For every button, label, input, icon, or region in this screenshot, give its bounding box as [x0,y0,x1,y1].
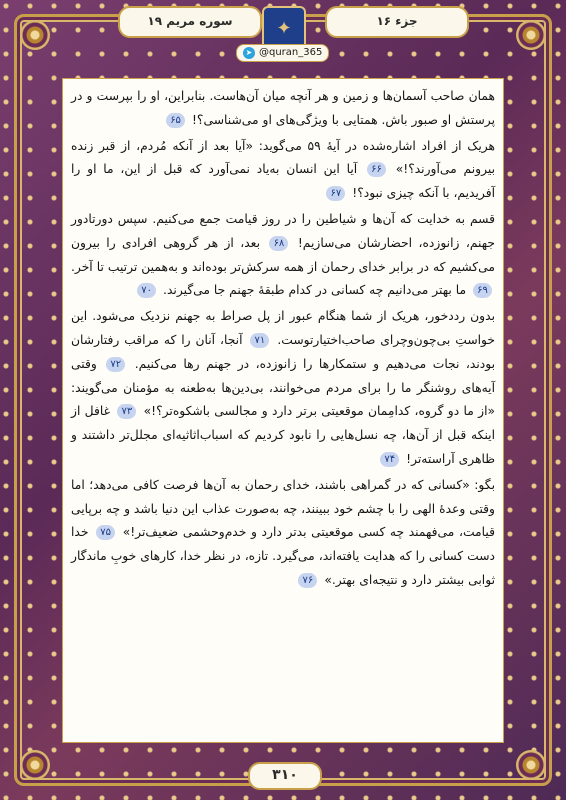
verse-number-badge: ۷۲ [106,357,125,372]
ornament-corner-icon [516,20,546,50]
verse-number-badge: ۷۰ [137,283,156,298]
ornament-corner-icon [20,20,50,50]
verse-paragraph [71,474,495,593]
verse-text: همان صاحب آسمان‌ها و زمین و هر آنچه میان آن‌هاست. بنابراین، او را بپرست و در پرستش او صبور باش. همتایی با ویژگی‌های او می‌شناسی؟! [71,89,495,127]
social-handle-text: @quran_365 [259,47,323,58]
juz-label: جزء ۱۶ [325,6,469,38]
verse-number-badge: ۶۶ [367,162,386,177]
verse-number-badge: ۷۴ [380,452,399,467]
verse-number-badge: ۶۹ [473,283,492,298]
verse-text: آنجا، آنان را که مراقب رفتارشان بودند، نجات می‌دهیم و ستمکارها را زانوزده، در جهنم رها می‌کنیم. [71,332,495,371]
verse-number-badge: ۷۶ [298,573,317,588]
verse-number-badge: ۶۵ [166,113,185,128]
surah-label: سوره مریم ۱۹ [118,6,262,38]
verse-paragraph [71,208,495,303]
social-handle-badge[interactable] [236,44,329,62]
verse-text: خدا دست کسانی را که هدایت یافته‌اند، می‌گیرد. تازه، در نظر خدا، کارهای خوبِ ماندگار ثوابی بیشتر دارد و نتیجه‌ای بهتر.» [71,525,495,587]
ornament-corner-icon [516,750,546,780]
verse-text: بعد، از هر گروهی افرادی را بیرون می‌کشیم که در برابر خدای رحمان از همه سرکش‌تر بوده‌اند و به‌همین ترتیب تا آخر. [71,235,495,274]
verse-text: بگو: «کسانی که در گمراهی باشند، خدای رحمان به آن‌ها فرصت کافی می‌دهد؛ اما وقتی وعدهٔ الهی را با چشم خود ببینند، چه به‌صورت عذاب این دنیا باشد و چه برپایی قیامت، می‌فهمند چه کسی موقعیتی بدتر دارد و خدم‌وحشمی ضعیف‌تر!» [71,477,495,540]
verse-paragraph [71,135,495,206]
verse-paragraph [71,85,495,133]
verse-number-badge: ۷۳ [117,404,136,419]
ornament-corner-icon [20,750,50,780]
verse-number-badge: ۷۱ [250,333,269,348]
verse-text-area [62,78,504,743]
verse-text: ما بهتر می‌دانیم چه کسانی در کدام طبقهٔ جهنم جا می‌گیرند. [163,283,467,298]
telegram-icon: ➤ [243,47,255,59]
verse-text: وقتی آیه‌های روشنگر ما را برای مردم می‌خوانند، بی‌دین‌ها به‌طعنه به مؤمنان می‌گویند: «از ما دو گروه، کدامِمان موقعیتی برتر دارد و مجالسی باشکوه‌تر؟!» [71,356,496,419]
verse-text: بدون رددخور، هریک از شما هنگام عبور از پل صراط به جهنم نزدیک می‌شود. این خواستِ بی‌چون‌وچرای صاحب‌اختیارتوست. [71,309,495,347]
verse-text: آیا این انسان به‌یاد نمی‌آورد که قبل از این، ما او را آفریدیم، با آنکه چیزی نبود؟! [71,162,495,201]
verse-number-badge: ۶۷ [326,186,345,201]
verse-paragraph [71,305,495,472]
verse-text: هریک از افراد اشاره‌شده در آیهٔ ۵۹ می‌گوید: «آیا بعد از آنکه مُردم، از قبر زنده بیرونم می‌آورند؟!» [71,138,496,177]
verse-text: غافل از اینکه قبل از آن‌ها، چه نسل‌هایی را نابود کردیم که اسباب‌اثاثیه‌ای مجلل‌تر داشتند و ظاهری آراسته‌تر! [71,404,495,466]
verse-number-badge: ۷۵ [96,525,115,540]
verse-number-badge: ۶۸ [269,236,288,251]
page-number: ۳۱۰ [248,762,322,790]
verse-text: قسم به خدایت که آن‌ها و شیاطین را در روز قیامت جمع می‌کنیم. سپس دورتادور جهنم، زانوزده، احضارشان می‌سازیم! [71,211,495,250]
quran-emblem-icon: ✦ [262,6,306,50]
